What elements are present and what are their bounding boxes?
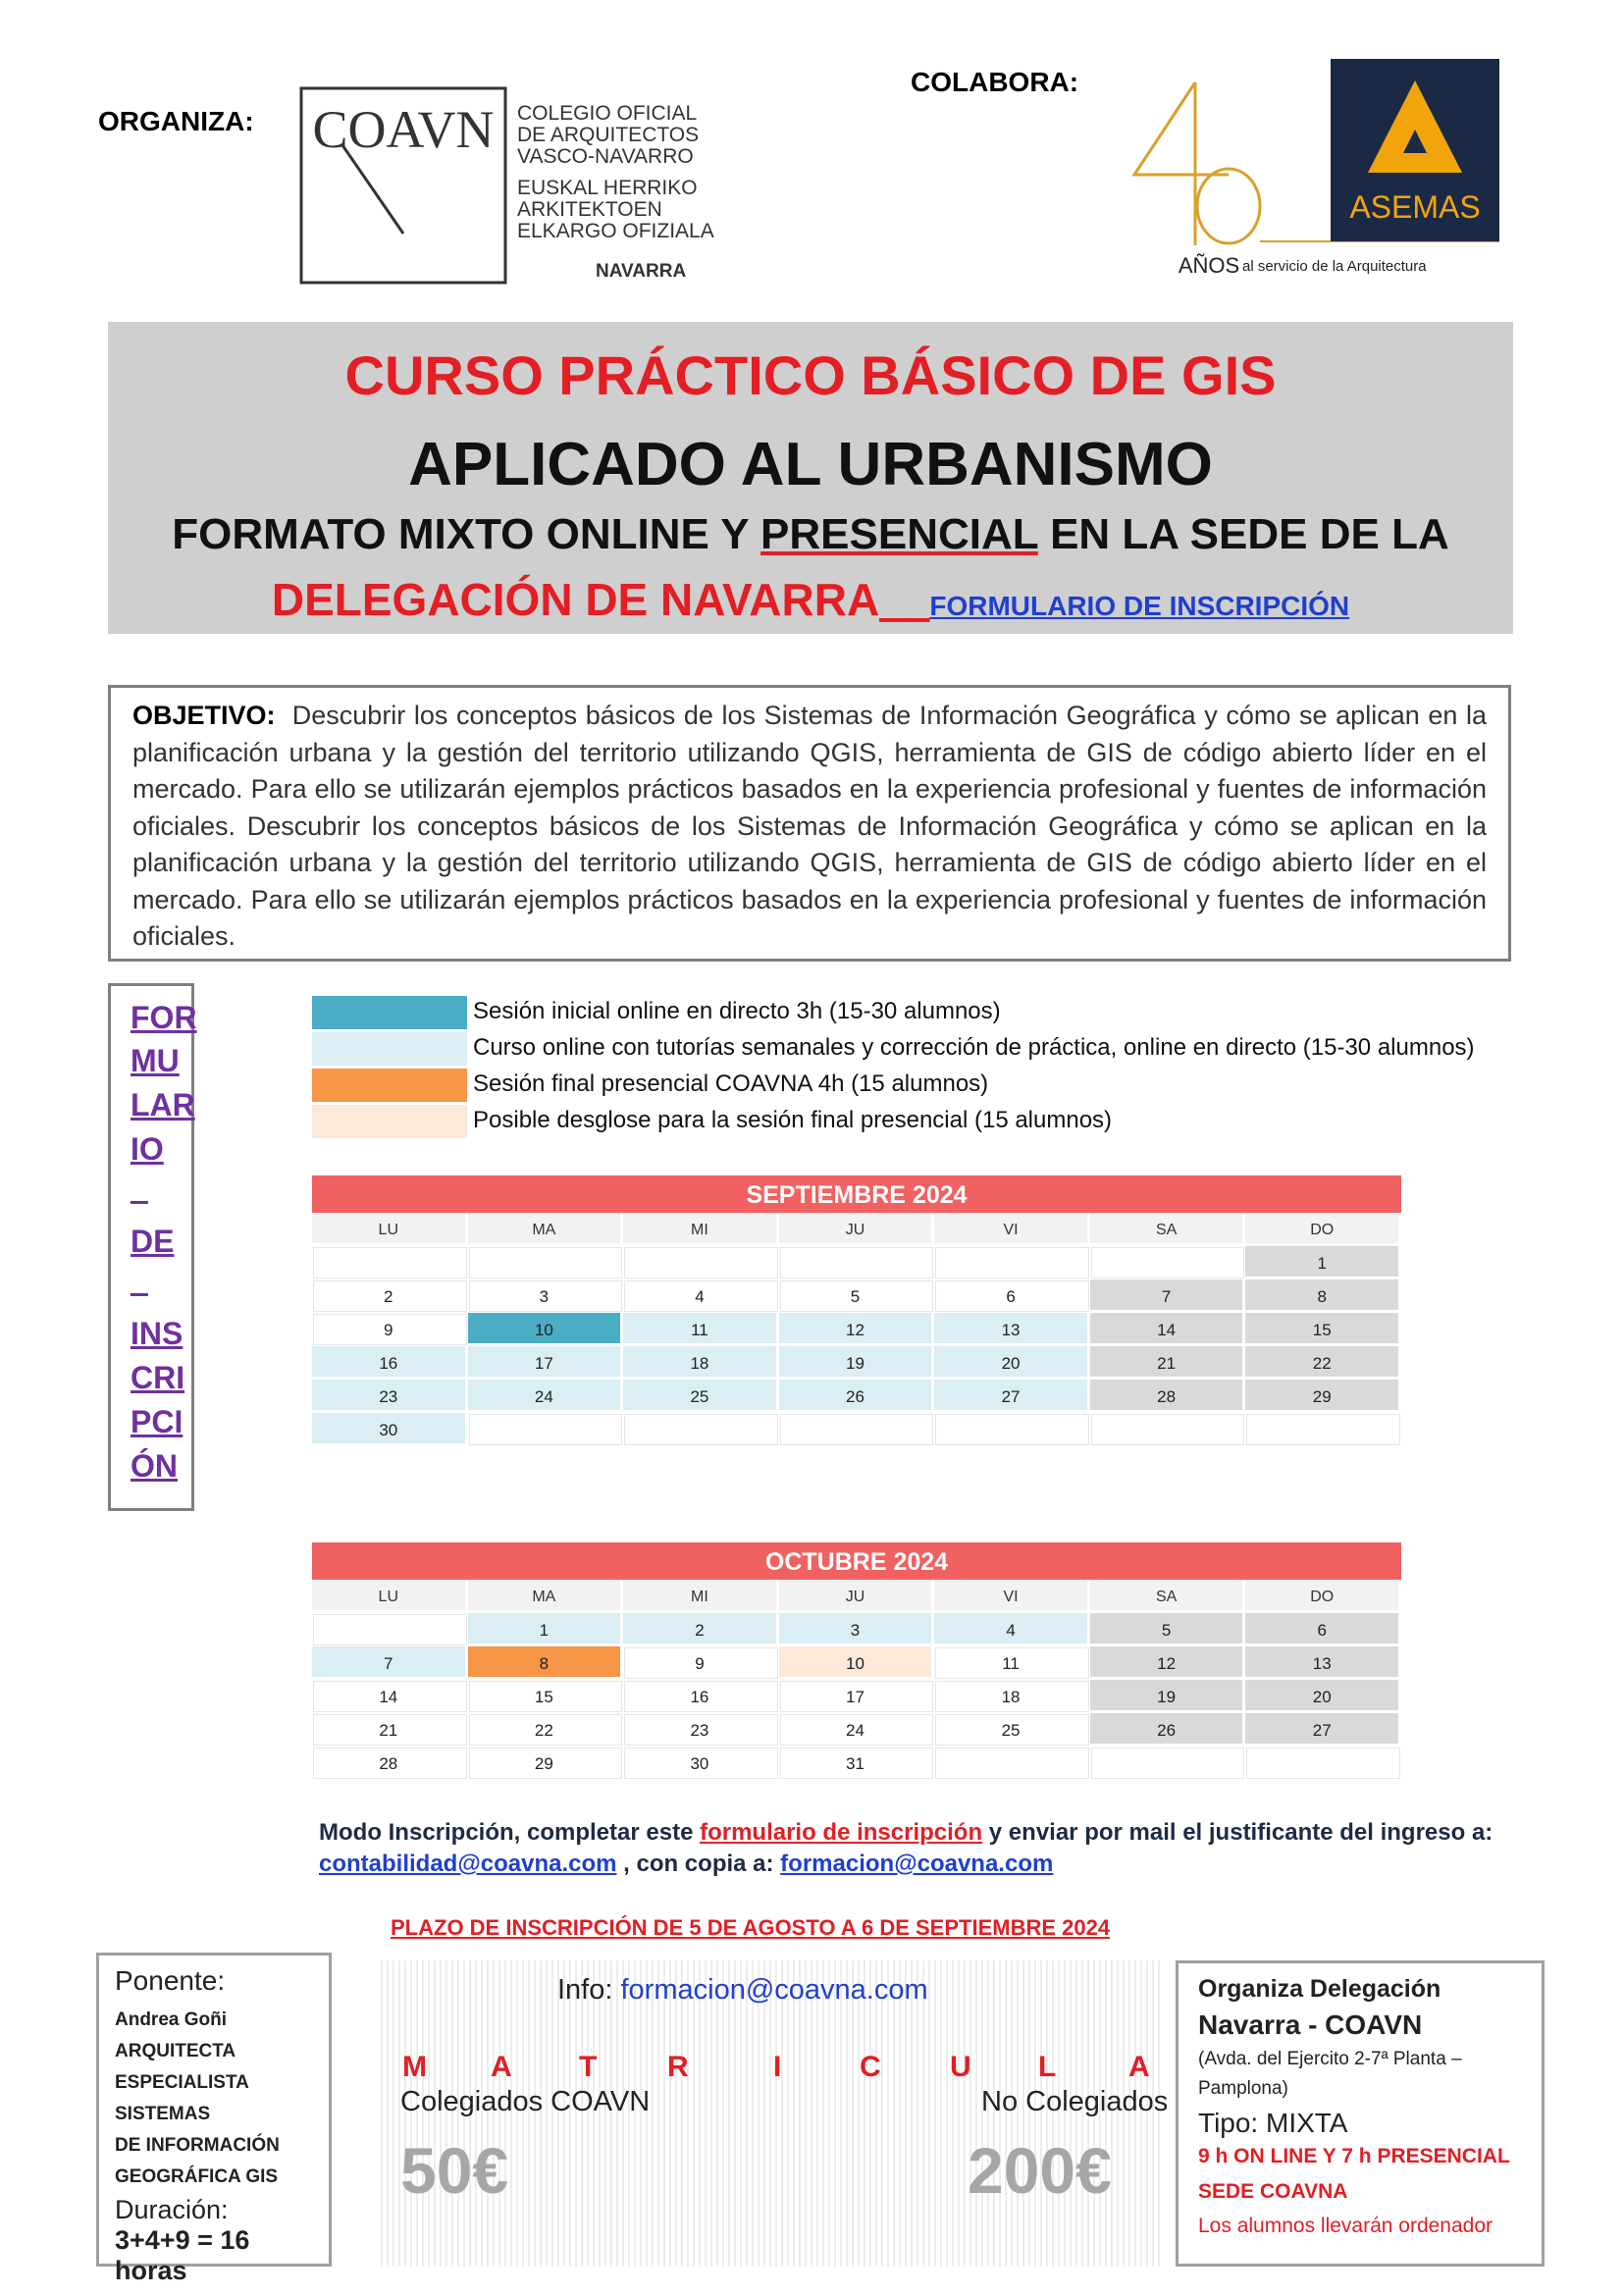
calendar-day: 5	[779, 1279, 935, 1313]
vertical-form-link-box[interactable]	[108, 983, 197, 1511]
calendar-day: 21	[1090, 1346, 1246, 1380]
calendar-day: 28	[1090, 1380, 1246, 1413]
calendar-empty-cell	[934, 1413, 1090, 1446]
calendar-day: 14	[312, 1680, 468, 1713]
matricula-letter: I	[773, 2051, 782, 2083]
weekday-header: LU	[312, 1213, 468, 1246]
ponente-title: Ponente:	[115, 1965, 226, 1996]
calendar-day: 1	[468, 1613, 624, 1646]
calendar-day: 22	[1245, 1346, 1401, 1380]
legend-swatch	[312, 996, 467, 1029]
coavn-logo	[299, 86, 721, 285]
calendar-month-title: SEPTIEMBRE 2024	[312, 1175, 1401, 1213]
asemas-tagline: al servicio de la Arquitectura	[1242, 258, 1427, 275]
coavn-line-5: ARKITEKTOEN	[517, 198, 662, 221]
matricula-letter: A	[491, 2051, 512, 2083]
calendar-day: 19	[779, 1346, 935, 1380]
calendar-day: 24	[779, 1713, 935, 1747]
vertical-link-part[interactable]: ÓN	[131, 1448, 178, 1484]
calendar-day: 27	[934, 1380, 1090, 1413]
ponente-line: DE INFORMACIÓN	[115, 2135, 280, 2156]
calendar-empty-cell	[1090, 1747, 1246, 1780]
title-line-3: FORMATO MIXTO ONLINE Y PRESENCIAL EN LA SEDE DE LA	[172, 510, 1449, 558]
calendar-day: 6	[1245, 1613, 1401, 1646]
calendar-empty-cell	[468, 1246, 624, 1279]
weekday-header: VI	[934, 1580, 1090, 1613]
weekday-header: MA	[468, 1580, 624, 1613]
price-nocolegiados: 200€	[968, 2134, 1112, 2207]
calendar-empty-cell	[779, 1413, 935, 1446]
calendar-day: 20	[1245, 1680, 1401, 1713]
organiza-delegacion-box	[1176, 1960, 1545, 2267]
legend-text: Curso online con tutorías semanales y corrección de práctica, online en directo (15-30 alumnos)	[473, 1034, 1475, 1061]
delegacion-line-1: Organiza Delegación	[1198, 1975, 1441, 2003]
calendar-day: 2	[623, 1613, 779, 1646]
calendar-month-title: OCTUBRE 2024	[312, 1542, 1401, 1580]
coavn-line-6: ELKARGO OFIZIALA	[517, 220, 714, 242]
calendar-day: 30	[623, 1747, 779, 1780]
calendar-day: 10	[779, 1646, 935, 1680]
ponente-box	[96, 1953, 332, 2285]
calendar-day: 30	[312, 1413, 468, 1446]
calendar-day: 9	[623, 1646, 779, 1680]
asemas-name: ASEMAS	[1349, 189, 1481, 225]
formulario-inscripcion-inline-link[interactable]: formulario de inscripción	[700, 1819, 983, 1846]
weekday-header: SA	[1090, 1213, 1246, 1246]
weekday-header: JU	[779, 1580, 935, 1613]
calendar-day: 8	[468, 1646, 624, 1680]
calendar-day: 23	[312, 1380, 468, 1413]
calendar-empty-cell	[623, 1246, 779, 1279]
weekday-header: DO	[1245, 1213, 1401, 1246]
calendar-day: 17	[779, 1680, 935, 1713]
matricula-letter: R	[667, 2051, 689, 2083]
calendar-day: 26	[1090, 1713, 1246, 1747]
delegacion-line-2: Navarra - COAVN	[1198, 2009, 1423, 2040]
weekday-header: VI	[934, 1213, 1090, 1246]
calendar-day: 1	[1245, 1246, 1401, 1279]
calendar-day: 20	[934, 1346, 1090, 1380]
legend-swatch	[312, 1069, 467, 1102]
duracion-label: Duración:	[115, 2195, 229, 2224]
calendar-day: 29	[1245, 1380, 1401, 1413]
calendar-empty-cell	[623, 1413, 779, 1446]
calendar-grid	[312, 1580, 1401, 1780]
info-line: Info: formacion@coavna.com	[557, 1974, 928, 2006]
title-banner	[108, 322, 1513, 634]
weekday-header: DO	[1245, 1580, 1401, 1613]
ponente-line: ESPECIALISTA SISTEMAS	[115, 2072, 249, 2124]
coavn-line-4: EUSKAL HERRIKO	[517, 177, 698, 199]
vertical-link-part[interactable]: PCI	[131, 1404, 183, 1439]
coavn-logo-text: COAVN	[312, 100, 495, 159]
formacion-email-link[interactable]: formacion@coavna.com	[780, 1851, 1054, 1877]
legend-swatch	[312, 1105, 467, 1138]
objetivo-text: Descubrir los conceptos básicos de los Sistemas de Información Geográfica y cómo se aplican en la planificación urbana y la gestión del territorio utilizando QGIS, herramienta de GIS de código abierto líder en el mercado. Para ello se utilizarán ejemplos prácticos basados en la experiencia profesional y fuentes de información oficiales. Descubrir los conceptos básicos de los Sistemas de Información Geográfica y cómo se aplican en la planificación urbana y la gestión del territorio utilizando QGIS, herramienta de GIS de código abierto líder en el mercado. Para ello se utilizarán ejemplos prácticos basados en la experiencia profesional y fuentes de información oficiales.	[132, 701, 1487, 951]
legend-text: Sesión inicial online en directo 3h (15-30 alumnos)	[473, 998, 1001, 1024]
nocolegiados-label: No Colegiados	[981, 2086, 1169, 2117]
calendar-grid	[312, 1213, 1401, 1446]
vertical-link-part[interactable]: INS	[131, 1316, 183, 1351]
title-line-4: DELEGACIÓN DE NAVARRA__FORMULARIO DE INSCRIPCIÓN	[271, 574, 1350, 625]
coavn-line-2: DE ARQUITECTOS	[517, 124, 700, 146]
calendar-empty-cell	[312, 1246, 468, 1279]
calendar-day: 15	[468, 1680, 624, 1713]
weekday-header: MI	[623, 1580, 779, 1613]
matricula-letter: U	[950, 2051, 971, 2083]
matricula-letter: C	[860, 2051, 881, 2083]
vertical-link-part[interactable]: IO	[131, 1131, 164, 1167]
calendar-day: 27	[1245, 1713, 1401, 1747]
delegacion-navarra-text: DELEGACIÓN DE NAVARRA	[271, 574, 880, 625]
delegacion-nota: Los alumnos llevarán ordenador	[1198, 2215, 1493, 2237]
info-email-link[interactable]: formacion@coavna.com	[620, 1974, 928, 2006]
calendar-day: 11	[934, 1646, 1090, 1680]
formulario-inscripcion-link[interactable]: FORMULARIO DE INSCRIPCIÓN	[929, 591, 1350, 621]
vertical-link-part[interactable]: CRI	[131, 1360, 185, 1395]
duracion-value: 3+4+9 = 16 horas	[115, 2225, 250, 2285]
vertical-link-part[interactable]: _	[131, 1171, 148, 1206]
asemas-logo	[1126, 59, 1501, 277]
vertical-link-part[interactable]: DE	[131, 1224, 175, 1259]
ponente-line: ARQUITECTA	[115, 2041, 236, 2061]
calendar-day: 5	[1090, 1613, 1246, 1646]
objetivo-label: OBJETIVO:	[132, 701, 276, 730]
matricula-letter: L	[1038, 2051, 1057, 2083]
calendar-day: 18	[623, 1346, 779, 1380]
asemas-anos: AÑOS	[1178, 253, 1240, 277]
coavn-line-7: NAVARRA	[596, 261, 687, 282]
calendar-day: 6	[934, 1279, 1090, 1313]
calendar-day: 23	[623, 1713, 779, 1747]
calendar-day: 4	[623, 1279, 779, 1313]
calendar-day: 14	[1090, 1313, 1246, 1346]
vertical-link-part[interactable]: LAR	[131, 1087, 195, 1122]
calendar-empty-cell	[934, 1246, 1090, 1279]
calendar-day: 21	[312, 1713, 468, 1747]
calendar-day: 19	[1090, 1680, 1246, 1713]
matricula-letter: M	[402, 2051, 427, 2083]
calendar-day: 16	[623, 1680, 779, 1713]
calendar-empty-cell	[779, 1246, 935, 1279]
plazo-inscripcion: PLAZO DE INSCRIPCIÓN DE 5 DE AGOSTO A 6 DE SEPTIEMBRE 2024	[391, 1915, 1111, 1940]
objetivo-box	[108, 685, 1511, 962]
calendar-day: 31	[779, 1747, 935, 1780]
modo-inscripcion-text: Modo Inscripción, completar este formulario de inscripción y enviar por mail el justificante del ingreso a: contabilidad@coavna.com , con copia a: formacion@coavna.com	[319, 1819, 1493, 1877]
contabilidad-email-link[interactable]: contabilidad@coavna.com	[319, 1851, 617, 1877]
delegacion-address: (Avda. del Ejercito 2-7ª Planta – Pamplona)	[1198, 2049, 1462, 2099]
matricula-letter: A	[1128, 2051, 1150, 2083]
weekday-header: MI	[623, 1213, 779, 1246]
calendar-day: 17	[468, 1346, 624, 1380]
coavn-line-1: COLEGIO OFICIAL	[517, 102, 698, 125]
vertical-link-part[interactable]: MU	[131, 1043, 180, 1078]
calendar-day: 16	[312, 1346, 468, 1380]
weekday-header: MA	[468, 1213, 624, 1246]
legend-text: Sesión final presencial COAVNA 4h (15 alumnos)	[473, 1070, 989, 1097]
vertical-link-part[interactable]: FOR	[131, 1000, 197, 1035]
title-line-1: CURSO PRÁCTICO BÁSICO DE GIS	[344, 344, 1277, 406]
weekday-header: LU	[312, 1580, 468, 1613]
calendar-day: 18	[934, 1680, 1090, 1713]
matricula-letter: T	[579, 2051, 598, 2083]
calendar-day: 13	[934, 1313, 1090, 1346]
calendar-septiembre	[312, 1175, 1401, 1446]
colabora-label: COLABORA:	[911, 67, 1079, 97]
calendar-day: 2	[312, 1279, 468, 1313]
organiza-label: ORGANIZA:	[98, 106, 254, 136]
calendar-day: 13	[1245, 1646, 1401, 1680]
calendar-day: 28	[312, 1747, 468, 1780]
calendar-day: 3	[779, 1613, 935, 1646]
calendar-octubre	[312, 1542, 1401, 1780]
delegacion-tipo: Tipo: MIXTA	[1198, 2108, 1348, 2138]
calendar-day: 7	[1090, 1279, 1246, 1313]
weekday-header: JU	[779, 1213, 935, 1246]
calendar-day: 12	[1090, 1646, 1246, 1680]
calendar-day: 15	[1245, 1313, 1401, 1346]
calendar-day: 24	[468, 1380, 624, 1413]
calendar-empty-cell	[1245, 1413, 1401, 1446]
presencial-underlined: PRESENCIAL	[760, 510, 1038, 558]
ponente-line: GEOGRÁFICA GIS	[115, 2166, 279, 2187]
calendar-day: 12	[779, 1313, 935, 1346]
calendar-empty-cell	[468, 1413, 624, 1446]
calendar-day: 26	[779, 1380, 935, 1413]
calendar-day: 11	[623, 1313, 779, 1346]
calendar-day: 8	[1245, 1279, 1401, 1313]
title-line-2: APLICADO AL URBANISMO	[408, 431, 1213, 498]
calendar-empty-cell	[1090, 1413, 1246, 1446]
ponente-line: Andrea Goñi	[115, 2009, 228, 2030]
calendar-empty-cell	[1090, 1246, 1246, 1279]
calendar-empty-cell	[1245, 1747, 1401, 1780]
calendar-day: 29	[468, 1747, 624, 1780]
calendar-empty-cell	[934, 1747, 1090, 1780]
calendar-day: 4	[934, 1613, 1090, 1646]
colegiados-label: Colegiados COAVN	[400, 2086, 651, 2117]
calendar-empty-cell	[312, 1613, 468, 1646]
legend-text: Posible desglose para la sesión final presencial (15 alumnos)	[473, 1107, 1113, 1133]
coavn-line-3: VASCO-NAVARRO	[517, 145, 694, 168]
vertical-link-part[interactable]: _	[131, 1263, 148, 1298]
matricula-box	[381, 1960, 1169, 2267]
calendar-day: 22	[468, 1713, 624, 1747]
calendar-day: 25	[934, 1713, 1090, 1747]
calendar-day: 9	[312, 1313, 468, 1346]
calendar-day: 7	[312, 1646, 468, 1680]
legend-swatch	[312, 1032, 467, 1066]
delegacion-horas: 9 h ON LINE Y 7 h PRESENCIAL	[1198, 2145, 1510, 2167]
delegacion-sede: SEDE COAVNA	[1198, 2180, 1348, 2203]
price-colegiados: 50€	[400, 2134, 509, 2207]
calendar-day: 3	[468, 1279, 624, 1313]
calendar-day: 10	[468, 1313, 624, 1346]
weekday-header: SA	[1090, 1580, 1246, 1613]
calendar-day: 25	[623, 1380, 779, 1413]
